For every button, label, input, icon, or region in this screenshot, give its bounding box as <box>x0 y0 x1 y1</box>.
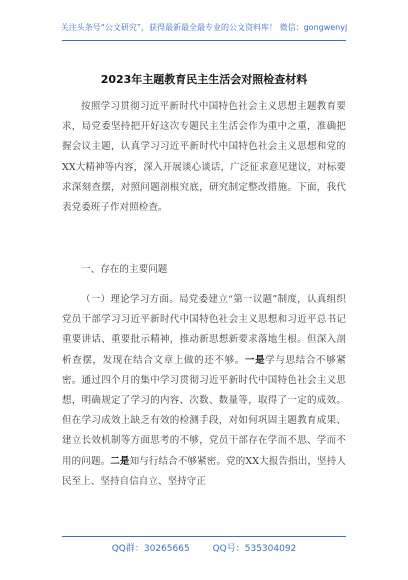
footer-note <box>40 541 368 554</box>
section-heading: 一、存在的主要问题 <box>81 264 168 275</box>
footer-qq-number: QQ号：535304092 <box>212 544 297 554</box>
footer-divider <box>62 536 346 537</box>
point-one-text: 学与思结合不够紧密。通过四个月的集中学习贯彻习近平新时代中国特色社会主义思想，明确规定了学习的内容、次数、数量等，取得了一定的成效。但在学习成效上缺乏有效的检测手段，对如何巩固主题教育成果、建立长效机制等方面思考的不够，党员干部存在学而不思、学而不用的问题。 <box>62 354 346 467</box>
header-divider <box>62 40 346 41</box>
theory-study-paragraph <box>62 290 346 492</box>
footer-qq-group: QQ群：30265665 <box>111 544 190 554</box>
header-note: 关注头条号“公文研究”，获得最新最全最专业的公文资料库！ 微信：gongwenyj <box>60 23 348 32</box>
point-two-text: 知与行结合不够紧密。党的XX大报告指出，坚持人民至上、坚持自信自立、坚持守正 <box>62 455 346 487</box>
keyword-second: 二是 <box>110 455 130 467</box>
document-title: 2023年主题教育民主生活会对照检查材料 <box>100 73 308 86</box>
para-intro-text: （一）理论学习方面。局党委建立“第一议题”制度，认真组织党员干部学习习近平新时代中国特色社会主义思想和习近平总书记重要讲话、重要批示精神，推动新思想新要求落地生根。但深入剖析查摆，发现在结合文章上做的还不够。 <box>62 294 346 366</box>
keyword-first: 一是 <box>244 354 266 366</box>
intro-paragraph: 按照学习贯彻习近平新时代中国特色社会主义思想主题教育要求，局党委坚持把开好这次专题民主生活会作为重中之重，准确把握会议主题，认真学习习近平新时代中国特色社会主义思想和党的XX大精神等内容，深入开展谈心谈话，广泛征求意见建议，对标要求深刻查摆，对照问题剖根究底，研究制定整改措施。下面，我代表党委班子作对照检查。 <box>62 101 346 214</box>
